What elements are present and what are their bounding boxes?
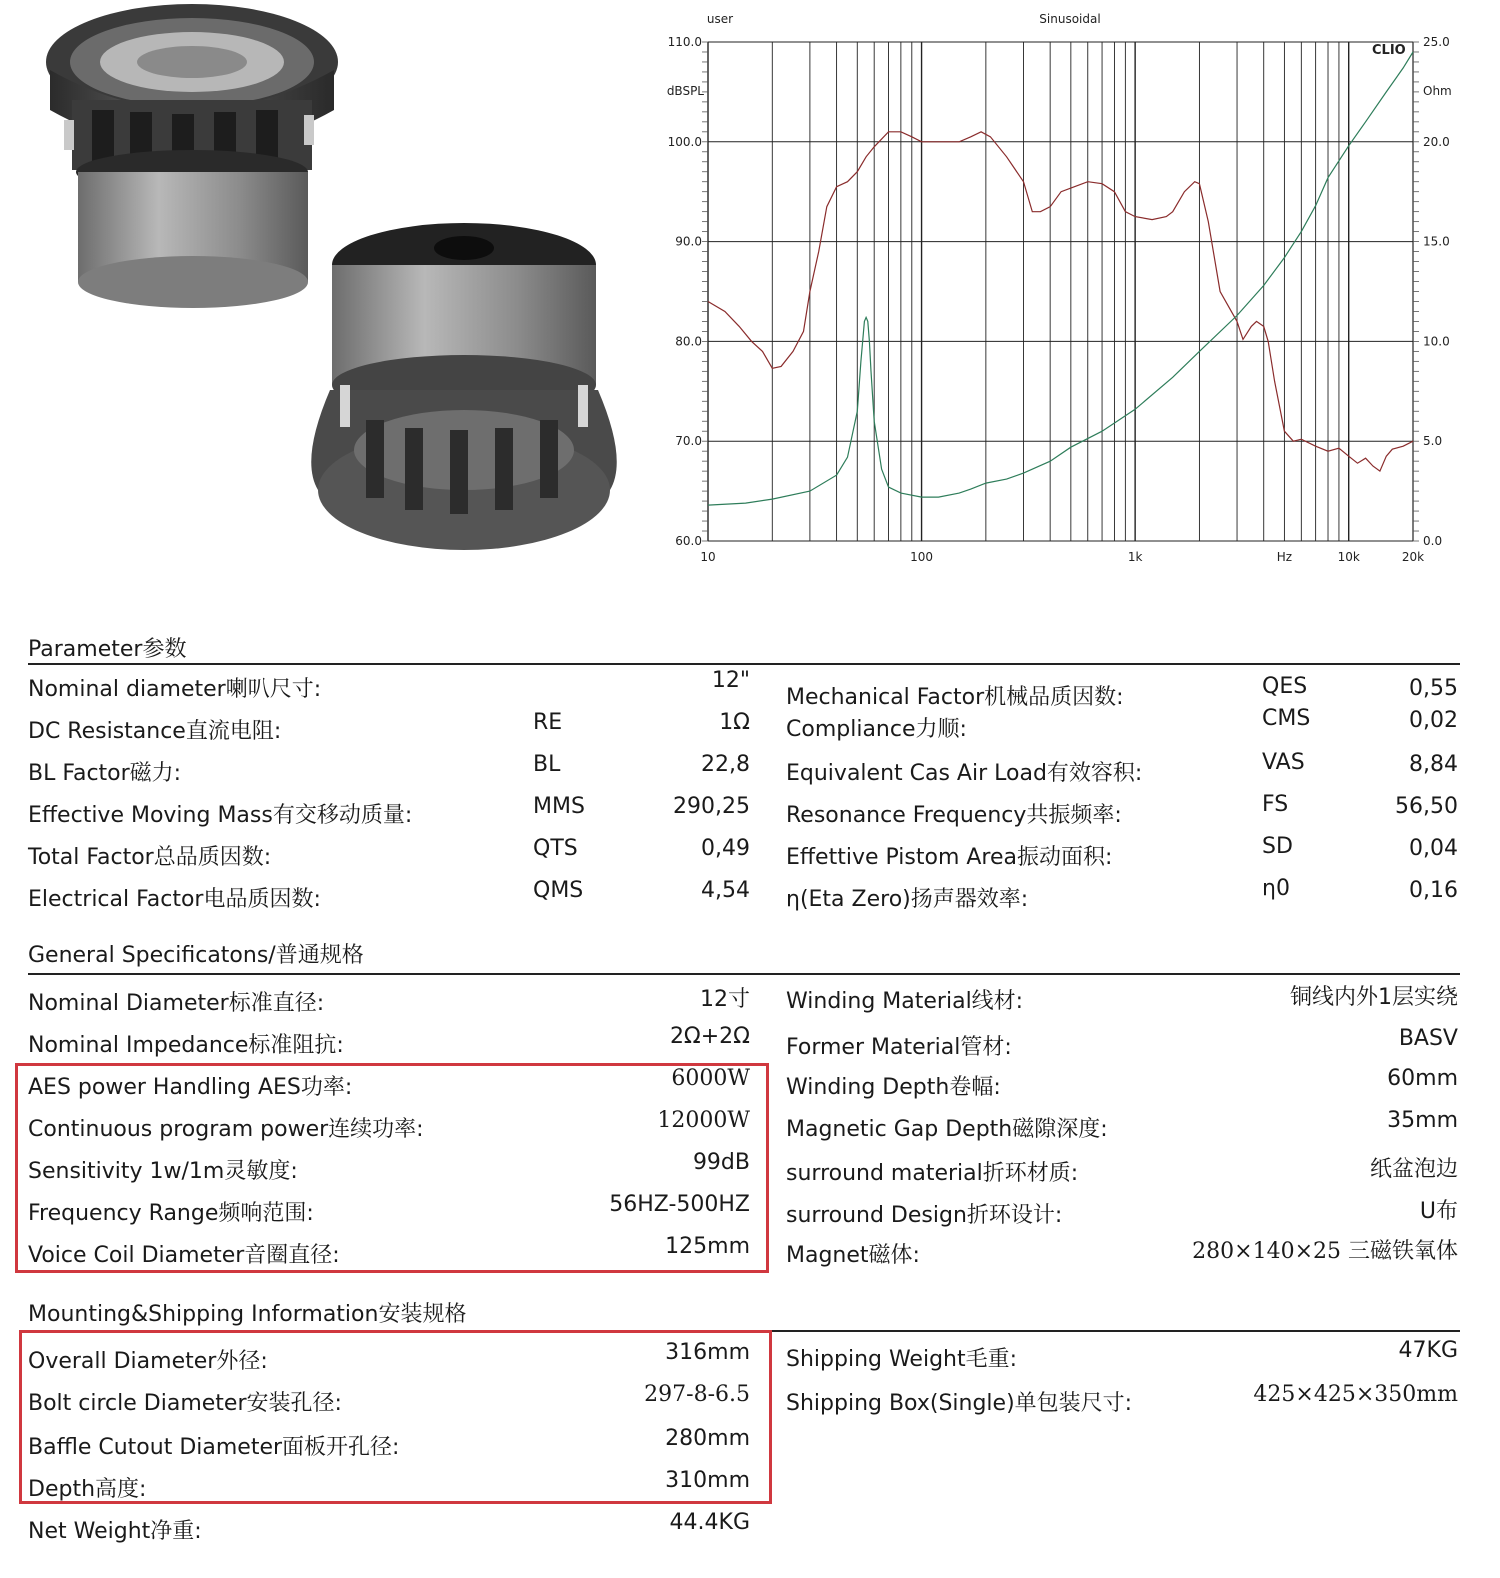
x-tick-label: 10 — [700, 550, 716, 564]
spec-symbol: QTS — [533, 836, 578, 861]
right-axis-unit: Ohm — [1423, 84, 1452, 98]
spec-value: 2Ω+2Ω — [669, 1024, 750, 1049]
spec-value: 280mm — [665, 1426, 750, 1451]
x-tick-label: Hz — [1276, 550, 1293, 564]
spec-value: 0,49 — [701, 836, 750, 861]
spec-label: Shipping Box(Single)单包装尺寸: — [786, 1391, 1133, 1416]
spec-label: Overall Diameter外径: — [28, 1349, 268, 1374]
spec-label: DC Resistance直流电阻: — [28, 719, 282, 744]
spec-label: surround material折环材质: — [786, 1161, 1079, 1186]
spec-label: Voice Coil Diameter音圈直径: — [28, 1243, 340, 1268]
spec-label: surround Design折环设计: — [786, 1203, 1063, 1228]
spec-label: Winding Depth卷幅: — [786, 1075, 1001, 1100]
right-tick-label: 15.0 — [1423, 234, 1450, 249]
spec-value: 12" — [711, 668, 750, 693]
spec-label: Nominal Impedance标准阻抗: — [28, 1033, 344, 1058]
right-tick-label: 5.0 — [1423, 434, 1443, 449]
impedance-line — [708, 52, 1413, 505]
spec-label: Compliance力顺: — [786, 717, 967, 742]
spec-symbol: RE — [533, 710, 563, 735]
spec-row — [28, 1510, 750, 1546]
spec-value: U布 — [1419, 1199, 1458, 1224]
spec-value: 12000W — [657, 1108, 750, 1133]
spec-row — [786, 792, 1462, 830]
left-tick-label: 80.0 — [675, 334, 702, 349]
chart-labels — [667, 12, 1452, 564]
left-tick-label: 100.0 — [667, 134, 702, 149]
spec-value: BASV — [1398, 1026, 1458, 1051]
spec-row — [786, 1338, 1462, 1374]
spec-row — [28, 1024, 750, 1060]
spec-label: Nominal diameter喇叭尺寸: — [28, 677, 322, 702]
spec-row — [786, 1108, 1462, 1144]
spec-label: Mechanical Factor机械品质因数: — [786, 685, 1124, 710]
left-axis-unit: dBSPL — [666, 84, 704, 98]
spec-label: BL Factor磁力: — [28, 761, 182, 786]
spec-value: 44.4KG — [669, 1510, 750, 1535]
speaker-photo-front — [46, 4, 338, 308]
spec-row — [28, 836, 750, 872]
chart-header-center: Sinusoidal — [1039, 12, 1101, 26]
spec-value: 125mm — [665, 1234, 750, 1259]
spec-value: 12寸 — [700, 987, 750, 1012]
spec-value: 4,54 — [701, 878, 750, 903]
chart-header-left: user — [706, 12, 734, 26]
spec-row — [786, 1198, 1462, 1230]
spec-row — [786, 1026, 1462, 1062]
parameters-title: Parameter参数 — [28, 637, 187, 662]
spec-label: Baffle Cutout Diameter面板开孔径: — [28, 1435, 400, 1460]
spec-label: η(Eta Zero)扬声器效率: — [786, 887, 1029, 912]
spec-label: Sensitivity 1w/1m灵敏度: — [28, 1159, 298, 1184]
spec-value: 290,25 — [673, 794, 750, 819]
spec-row — [786, 876, 1462, 914]
spec-value: 56HZ-500HZ — [609, 1192, 750, 1217]
spec-value: 0,55 — [1409, 676, 1458, 701]
spec-value: 60mm — [1387, 1066, 1458, 1091]
parameters-divider — [28, 663, 1460, 665]
spec-value: 6000W — [671, 1066, 750, 1091]
x-tick-label: 100 — [910, 550, 934, 564]
spec-symbol: QES — [1262, 674, 1308, 699]
chart-brand: CLIO — [1372, 43, 1406, 58]
spec-row — [786, 1066, 1462, 1102]
spec-row — [28, 794, 750, 830]
spec-value: 425×425×350mm — [1253, 1382, 1458, 1407]
spec-symbol: SD — [1262, 834, 1293, 859]
product-photos — [0, 0, 640, 580]
spec-symbol: QMS — [533, 878, 584, 903]
spec-label: Frequency Range频响范围: — [28, 1201, 314, 1226]
spec-label: Effective Moving Mass有交移动质量: — [28, 803, 413, 828]
spec-row — [786, 706, 1462, 744]
spec-label: Resonance Frequency共振频率: — [786, 803, 1122, 828]
spec-label: Winding Material线材: — [786, 989, 1024, 1014]
spec-label: Equivalent Cas Air Load有效容积: — [786, 761, 1143, 786]
spec-row — [786, 984, 1462, 1016]
highlight-box-dimensions — [19, 1330, 772, 1504]
spec-label: Depth高度: — [28, 1477, 147, 1502]
chart-series — [708, 52, 1413, 505]
spec-label: Magnet磁体: — [786, 1243, 920, 1268]
spec-symbol: η0 — [1262, 876, 1290, 901]
spec-value: 35mm — [1387, 1108, 1458, 1133]
spec-row — [786, 1156, 1462, 1188]
spec-value: 47KG — [1398, 1338, 1458, 1363]
spec-symbol: FS — [1262, 792, 1289, 817]
right-tick-label: 0.0 — [1423, 534, 1443, 548]
spec-label: Nominal Diameter标准直径: — [28, 991, 325, 1016]
x-tick-label: 1k — [1127, 550, 1143, 564]
left-tick-label: 60.0 — [675, 534, 702, 548]
frequency-response-chart — [640, 0, 1500, 580]
right-tick-label: 10.0 — [1423, 334, 1450, 349]
spec-row — [28, 668, 750, 704]
spec-row — [786, 674, 1462, 712]
spec-label: Total Factor总品质因数: — [28, 845, 272, 870]
spec-value: 8,84 — [1409, 752, 1458, 777]
spec-value: 316mm — [665, 1340, 750, 1365]
spec-value: 297-8-6.5 — [644, 1382, 750, 1407]
highlight-box-power — [15, 1063, 769, 1273]
right-tick-label: 25.0 — [1423, 35, 1450, 49]
left-tick-label: 70.0 — [675, 434, 702, 449]
spec-label: Shipping Weight毛重: — [786, 1347, 1018, 1372]
spec-symbol: BL — [533, 752, 561, 777]
spec-row — [786, 1382, 1462, 1418]
general-divider — [28, 973, 1460, 975]
spec-symbol: CMS — [1262, 706, 1311, 731]
speaker-photo-back — [311, 223, 617, 550]
spec-symbol: VAS — [1262, 750, 1305, 775]
spec-value: 纸盆泡边 — [1369, 1157, 1458, 1182]
spec-value: 99dB — [692, 1150, 750, 1175]
spec-symbol: MMS — [533, 794, 585, 819]
x-tick-label: 20k — [1401, 550, 1425, 564]
spl-response-line — [708, 132, 1413, 471]
spec-value: 56,50 — [1395, 794, 1458, 819]
spec-label: Electrical Factor电品质因数: — [28, 887, 321, 912]
spec-value: 22,8 — [701, 752, 750, 777]
spec-row — [28, 878, 750, 914]
spec-value: 铜线内外1层实绕 — [1290, 985, 1458, 1010]
spec-row — [786, 1238, 1462, 1270]
spec-label: AES power Handling AES功率: — [28, 1075, 353, 1100]
mounting-title: Mounting&Shipping Information安装规格 — [28, 1302, 467, 1327]
spec-label: Bolt circle Diameter安装孔径: — [28, 1391, 342, 1416]
spec-row — [786, 834, 1462, 872]
spec-label: Former Material管材: — [786, 1035, 1012, 1060]
spec-label: Magnetic Gap Depth磁隙深度: — [786, 1117, 1108, 1142]
spec-label: Effettive Pistom Area振动面积: — [786, 845, 1113, 870]
spec-value: 280×140×25 三磁铁氧体 — [1192, 1239, 1458, 1264]
spec-label: Net Weight净重: — [28, 1519, 202, 1544]
spec-value: 310mm — [665, 1468, 750, 1493]
spec-value: 0,04 — [1409, 836, 1458, 861]
spec-row — [786, 750, 1462, 788]
spec-row — [28, 710, 750, 746]
left-tick-label: 90.0 — [675, 234, 702, 249]
x-tick-label: 10k — [1337, 550, 1360, 564]
spec-value: 1Ω — [719, 710, 750, 735]
spec-value: 0,02 — [1409, 708, 1458, 733]
spec-label: Continuous program power连续功率: — [28, 1117, 424, 1142]
spec-value: 0,16 — [1409, 878, 1458, 903]
spec-row — [28, 986, 750, 1018]
spec-row — [28, 752, 750, 788]
general-title: General Specificatons/普通规格 — [28, 943, 364, 968]
right-tick-label: 20.0 — [1423, 134, 1450, 149]
left-tick-label: 110.0 — [667, 35, 702, 49]
